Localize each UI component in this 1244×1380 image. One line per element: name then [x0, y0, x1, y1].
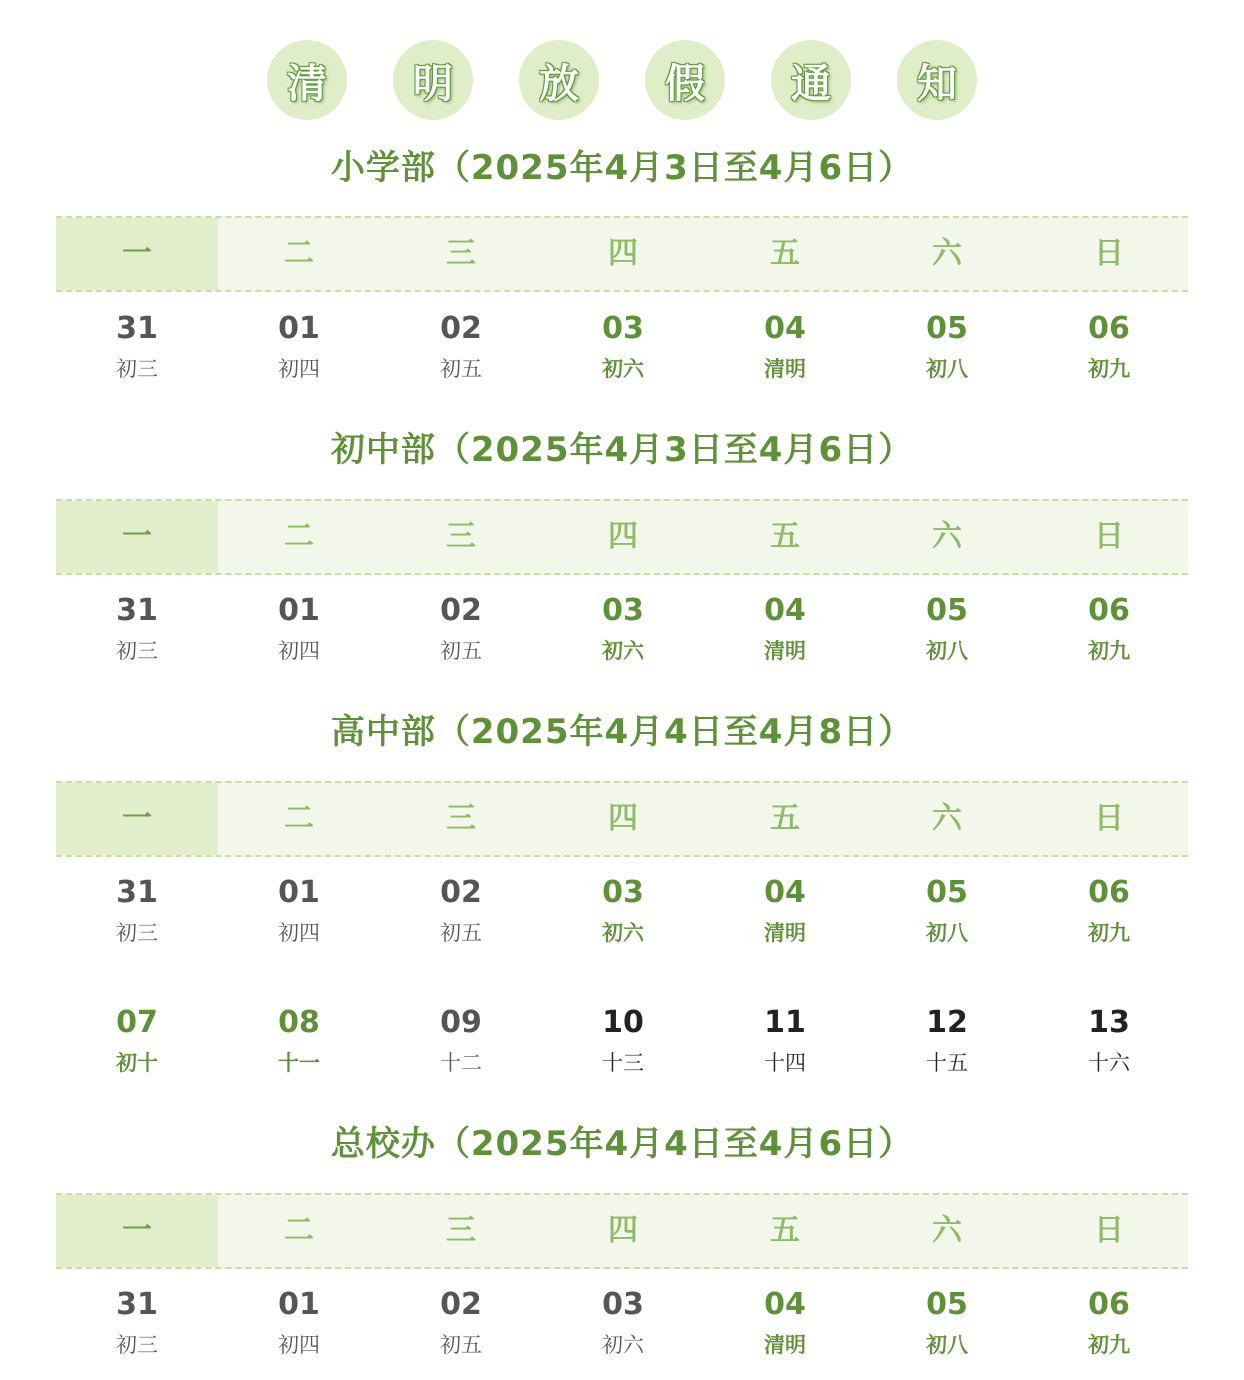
day-number: 04: [764, 1287, 806, 1322]
lunar-date: 初三: [116, 1333, 158, 1357]
calendar-day: [866, 312, 1028, 382]
weekday-label: 二: [284, 1213, 314, 1248]
calendar-day: [1028, 876, 1190, 946]
calendar-day: [704, 312, 866, 382]
day-number: 10: [602, 1005, 644, 1040]
lunar-date: 十四: [764, 1051, 806, 1075]
day-number: 04: [764, 875, 806, 910]
lunar-date: 初四: [278, 357, 320, 381]
weekday-label: 一: [122, 236, 152, 271]
day-number: 31: [116, 875, 158, 910]
weekday-label: 五: [770, 801, 800, 836]
day-number: 13: [1088, 1005, 1130, 1040]
lunar-date: 初六: [602, 1333, 644, 1357]
junior-high-weekday-header: [56, 499, 1188, 575]
lunar-date: 清明: [764, 639, 806, 663]
junior-high-heading: 初中部（2025年4月3日至4月6日）: [330, 430, 914, 470]
lunar-date: 初三: [116, 639, 158, 663]
lunar-date: 初八: [926, 357, 968, 381]
title-char-circle: [771, 40, 851, 120]
day-number: 01: [278, 311, 320, 346]
day-number: 31: [116, 1287, 158, 1322]
calendar-day: [866, 1288, 1028, 1358]
calendar-day: [866, 594, 1028, 664]
weekday-label: 三: [446, 1213, 476, 1248]
weekday-label: 二: [284, 236, 314, 271]
title-char-circle: [897, 40, 977, 120]
lunar-date: 初九: [1088, 357, 1130, 381]
day-number: 03: [602, 1287, 644, 1322]
weekday-label: 一: [122, 801, 152, 836]
day-number: 07: [116, 1005, 158, 1040]
weekday-label: 五: [770, 1213, 800, 1248]
lunar-date: 清明: [764, 1333, 806, 1357]
day-number: 03: [602, 593, 644, 628]
calendar-day: [56, 1006, 218, 1076]
weekday-label: 日: [1094, 236, 1124, 271]
weekday-label: 六: [932, 1213, 962, 1248]
calendar-day: [218, 1006, 380, 1076]
weekday-label: 一: [122, 1213, 152, 1248]
calendar-day: [1028, 312, 1190, 382]
calendar-day: [542, 594, 704, 664]
calendar-day: [704, 594, 866, 664]
weekday-label: 六: [932, 236, 962, 271]
calendar-day: [56, 312, 218, 382]
title-char: 放: [539, 60, 579, 107]
weekday-label: 三: [446, 801, 476, 836]
lunar-date: 十二: [440, 1051, 482, 1075]
lunar-date: 初九: [1088, 1333, 1130, 1357]
day-number: 01: [278, 593, 320, 628]
calendar-day: [704, 876, 866, 946]
lunar-date: 初六: [602, 357, 644, 381]
calendar-day: [866, 876, 1028, 946]
senior-high-weekday-header: [56, 781, 1188, 857]
day-number: 03: [602, 311, 644, 346]
day-number: 06: [1088, 1287, 1130, 1322]
lunar-date: 初十: [116, 1051, 158, 1075]
lunar-date: 初六: [602, 639, 644, 663]
head-office-weekday-header: [56, 1193, 1188, 1269]
calendar-day: [380, 1288, 542, 1358]
day-number: 01: [278, 875, 320, 910]
primary-school-weekday-header: [56, 216, 1188, 292]
day-number: 06: [1088, 875, 1130, 910]
title-char-circle: [645, 40, 725, 120]
calendar-day: [218, 594, 380, 664]
head-office-heading: 总校办（2025年4月4日至4月6日）: [330, 1124, 914, 1164]
weekday-label: 四: [608, 801, 638, 836]
notice-title: [0, 40, 1244, 120]
weekday-label: 二: [284, 519, 314, 554]
calendar-day: [380, 312, 542, 382]
day-number: 12: [926, 1005, 968, 1040]
day-number: 01: [278, 1287, 320, 1322]
lunar-date: 初四: [278, 921, 320, 945]
lunar-date: 初八: [926, 639, 968, 663]
weekday-label: 五: [770, 236, 800, 271]
calendar-day: [380, 876, 542, 946]
lunar-date: 初八: [926, 921, 968, 945]
day-number: 02: [440, 593, 482, 628]
calendar-day: [542, 312, 704, 382]
calendar-day: [1028, 1288, 1190, 1358]
day-number: 11: [764, 1005, 806, 1040]
day-number: 03: [602, 875, 644, 910]
day-number: 31: [116, 311, 158, 346]
weekday-label: 一: [122, 519, 152, 554]
calendar-day: [704, 1288, 866, 1358]
lunar-date: 初九: [1088, 639, 1130, 663]
lunar-date: 初五: [440, 639, 482, 663]
day-number: 09: [440, 1005, 482, 1040]
calendar-day: [218, 312, 380, 382]
calendar-day: [380, 594, 542, 664]
primary-school-heading: 小学部（2025年4月3日至4月6日）: [330, 148, 914, 188]
title-char: 假: [665, 60, 705, 107]
lunar-date: 清明: [764, 357, 806, 381]
senior-high-heading: 高中部（2025年4月4日至4月8日）: [330, 712, 914, 752]
calendar-day: [218, 876, 380, 946]
lunar-date: 初五: [440, 357, 482, 381]
calendar-day: [218, 1288, 380, 1358]
lunar-date: 初四: [278, 639, 320, 663]
calendar-day: [1028, 1006, 1190, 1076]
title-char: 通: [791, 60, 831, 107]
weekday-label: 五: [770, 519, 800, 554]
calendar-day: [380, 1006, 542, 1076]
calendar-day: [56, 876, 218, 946]
day-number: 02: [440, 311, 482, 346]
lunar-date: 初五: [440, 921, 482, 945]
lunar-date: 十一: [278, 1051, 320, 1075]
day-number: 06: [1088, 593, 1130, 628]
day-number: 02: [440, 1287, 482, 1322]
calendar-day: [542, 1006, 704, 1076]
title-char: 清: [287, 60, 327, 107]
lunar-date: 初九: [1088, 921, 1130, 945]
lunar-date: 初四: [278, 1333, 320, 1357]
weekday-label: 四: [608, 236, 638, 271]
weekday-label: 日: [1094, 519, 1124, 554]
day-number: 02: [440, 875, 482, 910]
weekday-label: 二: [284, 801, 314, 836]
title-char-circle: [393, 40, 473, 120]
lunar-date: 初三: [116, 357, 158, 381]
weekday-label: 日: [1094, 1213, 1124, 1248]
lunar-date: 初八: [926, 1333, 968, 1357]
title-char-circle: [519, 40, 599, 120]
title-char: 明: [413, 60, 453, 107]
day-number: 06: [1088, 311, 1130, 346]
weekday-label: 三: [446, 236, 476, 271]
day-number: 08: [278, 1005, 320, 1040]
day-number: 05: [926, 875, 968, 910]
weekday-label: 六: [932, 519, 962, 554]
weekday-label: 三: [446, 519, 476, 554]
weekday-label: 四: [608, 1213, 638, 1248]
weekday-label: 四: [608, 519, 638, 554]
lunar-date: 初五: [440, 1333, 482, 1357]
title-char-circle: [267, 40, 347, 120]
lunar-date: 十五: [926, 1051, 968, 1075]
calendar-day: [1028, 594, 1190, 664]
lunar-date: 初六: [602, 921, 644, 945]
day-number: 04: [764, 593, 806, 628]
title-char: 知: [917, 60, 957, 107]
day-number: 05: [926, 311, 968, 346]
day-number: 31: [116, 593, 158, 628]
calendar-day: [56, 1288, 218, 1358]
day-number: 04: [764, 311, 806, 346]
calendar-day: [866, 1006, 1028, 1076]
weekday-label: 日: [1094, 801, 1124, 836]
calendar-day: [542, 876, 704, 946]
day-number: 05: [926, 593, 968, 628]
lunar-date: 清明: [764, 921, 806, 945]
lunar-date: 初三: [116, 921, 158, 945]
calendar-day: [542, 1288, 704, 1358]
calendar-day: [704, 1006, 866, 1076]
day-number: 05: [926, 1287, 968, 1322]
lunar-date: 十六: [1088, 1051, 1130, 1075]
calendar-day: [56, 594, 218, 664]
lunar-date: 十三: [602, 1051, 644, 1075]
weekday-label: 六: [932, 801, 962, 836]
